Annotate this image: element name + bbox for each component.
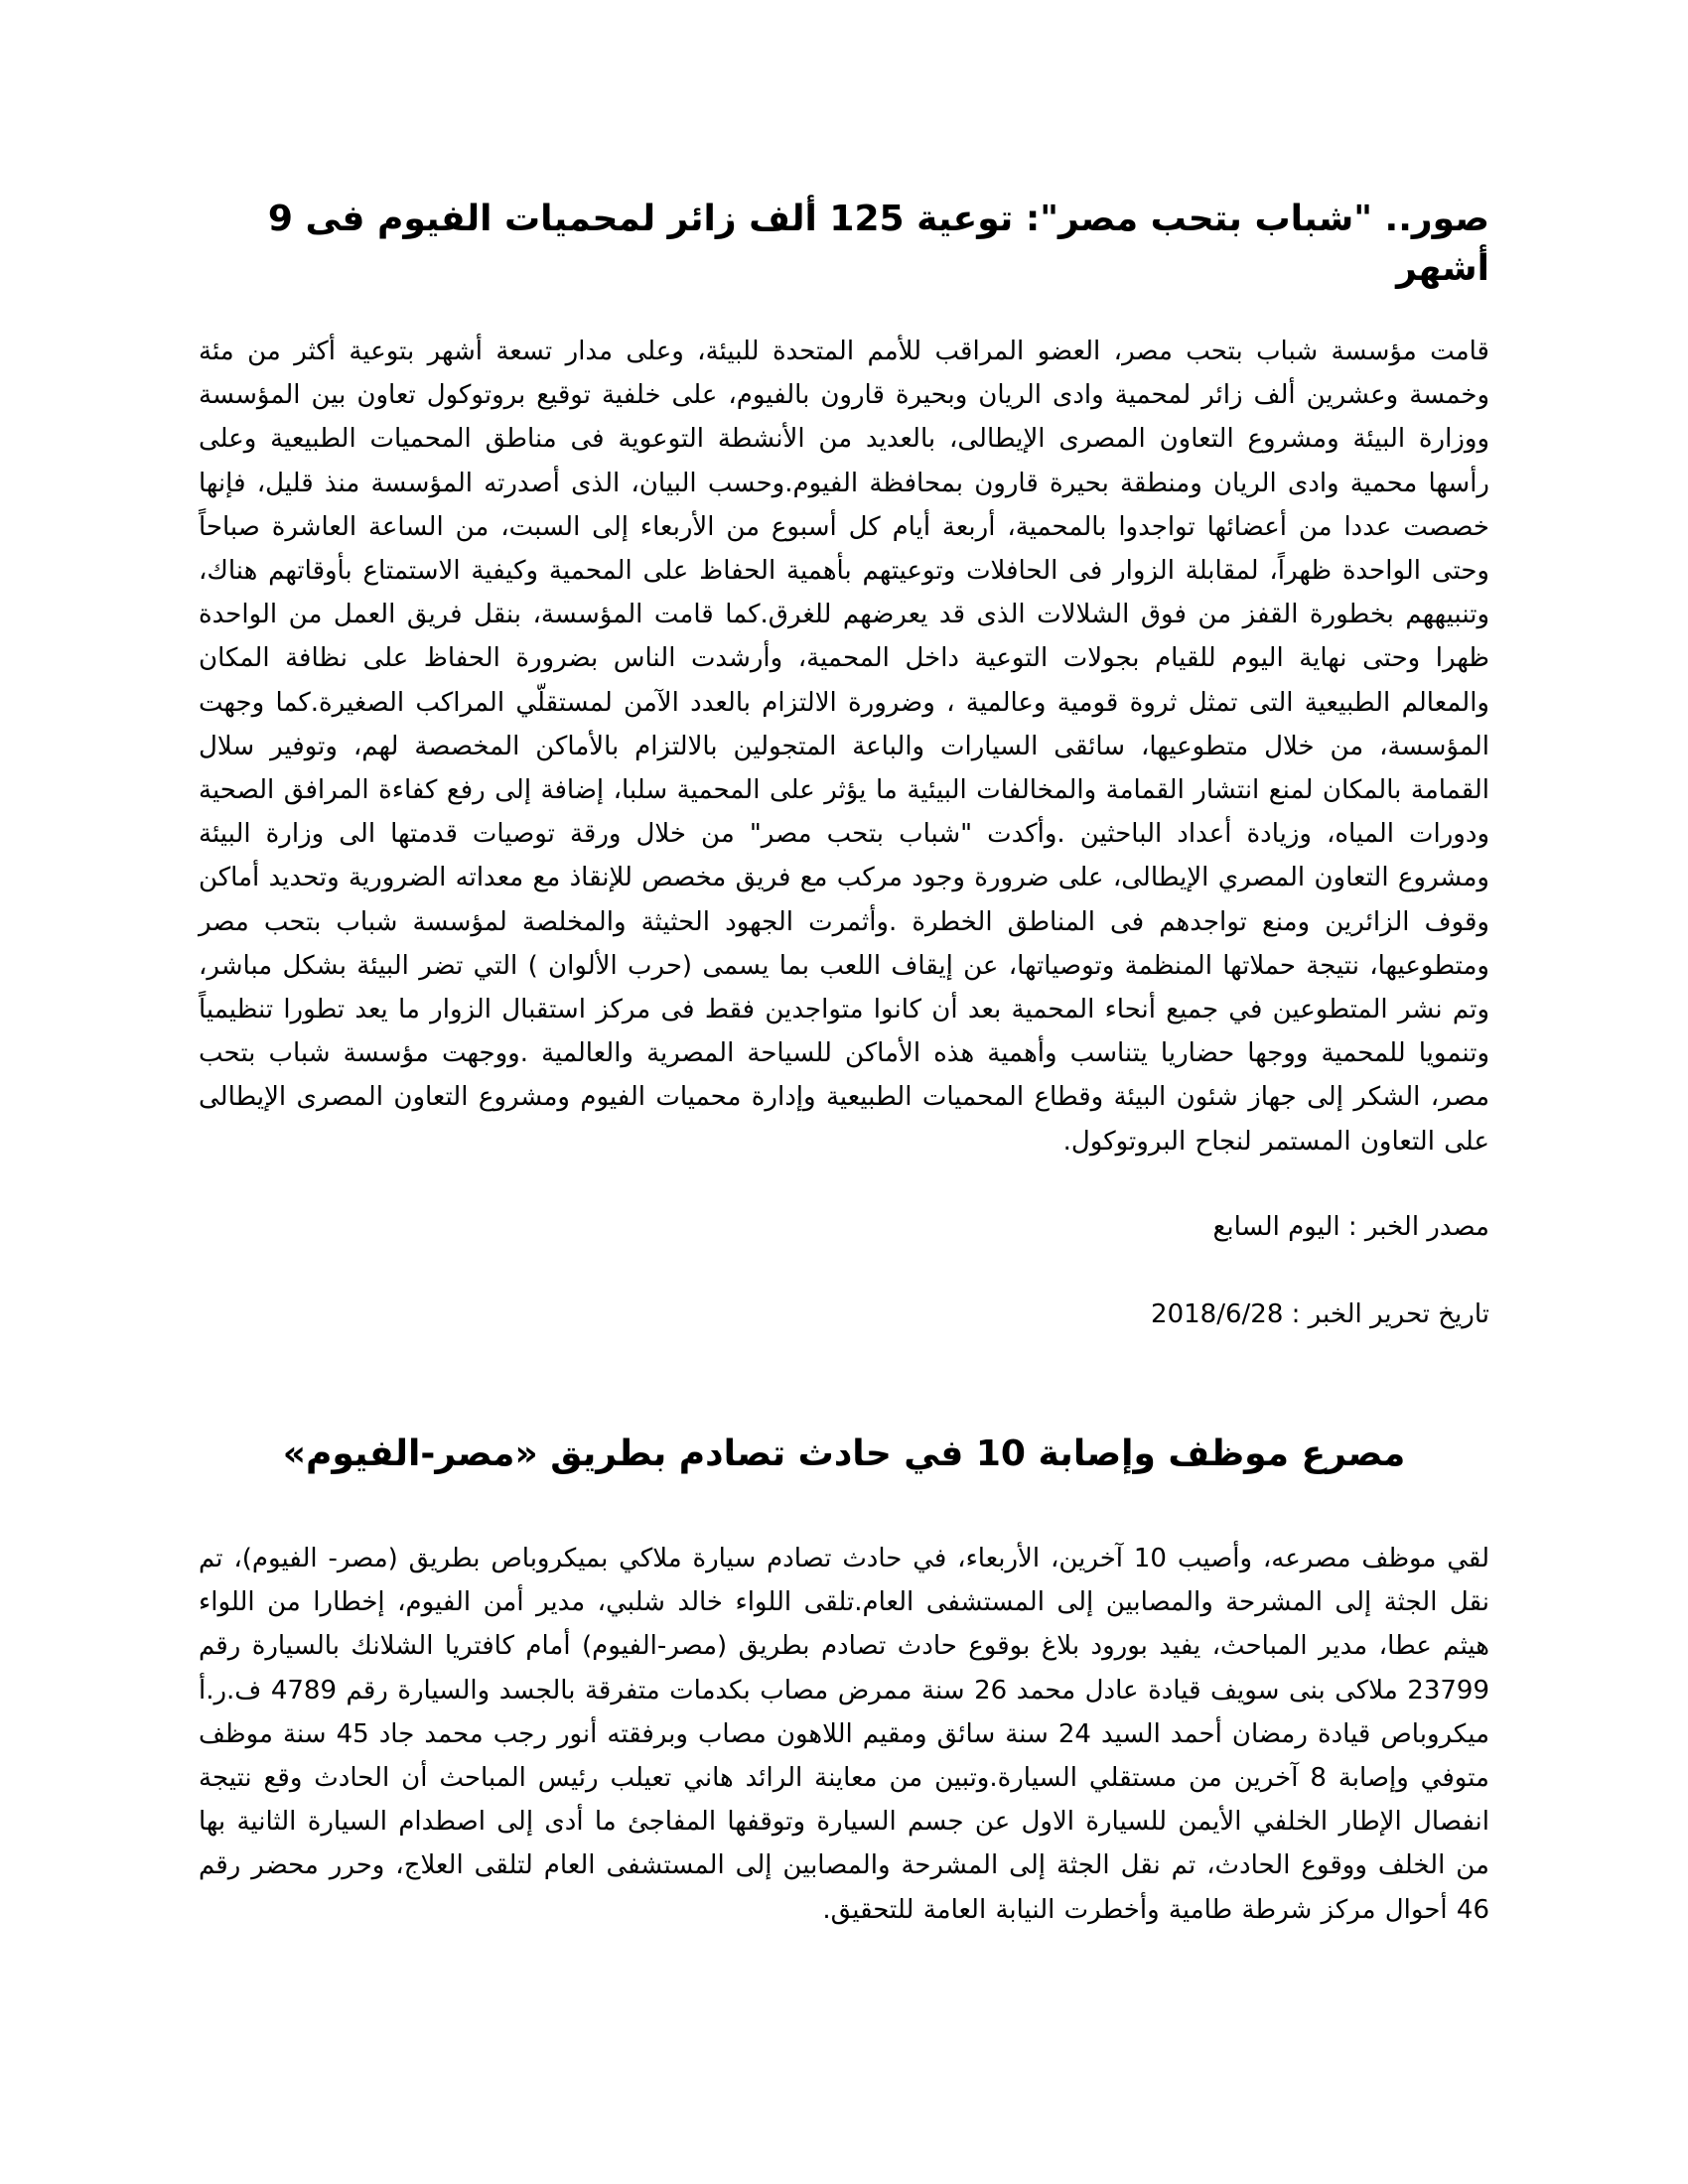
article-date: تاريخ تحرير الخبر : 2018/6/28 (1151, 1298, 1489, 1329)
article-source: مصدر الخبر : اليوم السابع (1212, 1211, 1489, 1242)
news-article-road-accident (199, 1430, 1489, 1932)
article-body: قامت مؤسسة شباب بتحب مصر، العضو المراقب للأمم المتحدة للبيئة، وعلى مدار تسعة أشهر بتوعية أكثر من مئة وخمسة وعشرين ألف زائر لمحمية وادى الريان وبحيرة قارون بالفيوم، على خلفية توقيع بروتوكول تعاون بين المؤسسة ووزارة البيئة ومشروع التعاون المصرى الإيطالى، بالعديد من الأنشطة التوعوية فى مناطق المحميات الطبيعية وعلى رأسها محمية وادى الريان ومنطقة بحيرة قارون بمحافظة الفيوم.وحسب البيان، الذى أصدرته المؤسسة منذ قليل، فإنها خصصت عددا من أعضائها تواجدوا بالمحمية، أربعة أيام كل أسبوع من الأربعاء إلى السبت، من الساعة العاشرة صباحاً وحتى الواحدة ظهراً، لمقابلة الزوار فى الحافلات وتوعيتهم بأهمية الحفاظ على المحمية وكيفية الاستمتاع بأوقاتهم هناك، وتنبيههم بخطورة القفز من فوق الشلالات الذى قد يعرضهم للغرق.كما قامت المؤسسة، بنقل فريق العمل من الواحدة ظهرا وحتى نهاية اليوم للقيام بجولات التوعية داخل المحمية، وأرشدت الناس بضرورة الحفاظ على نظافة المكان والمعالم الطبيعية التى تمثل ثروة قومية وعالمية ، وضرورة الالتزام بالعدد الآمن لمستقلّي المراكب الصغيرة.كما وجهت المؤسسة، من خلال متطوعيها، سائقى السيارات والباعة المتجولين بالالتزام بالأماكن المخصصة لهم، وتوفير سلال القمامة بالمكان لمنع انتشار القمامة والمخالفات البيئية ما يؤثر على المحمية سلبا، إضافة إلى رفع كفاءة المرافق الصحية ودورات المياه، وزيادة أعداد الباحثين .وأكدت "شباب بتحب مصر" من خلال ورقة توصيات قدمتها الى وزارة البيئة ومشروع التعاون المصري الإيطالى، على ضرورة وجود مركب مع فريق مخصص للإنقاذ مع معداته الضرورية وتحديد أماكن وقوف الزائرين ومنع تواجدهم فى المناطق الخطرة .وأثمرت الجهود الحثيثة والمخلصة لمؤسسة شباب بتحب مصر ومتطوعيها، نتيجة حملاتها المنظمة وتوصياتها، عن إيقاف اللعب بما يسمى (حرب الألوان ) التي تضر البيئة بشكل مباشر، وتم نشر المتطوعين في جميع أنحاء المحمية بعد أن كانوا متواجدين فقط فى مركز استقبال الزوار ما يعد تطورا تنظيمياً وتنمويا للمحمية ووجها حضاريا يتناسب وأهمية هذه الأماكن للسياحة المصرية والعالمية .ووجهت مؤسسة شباب بتحب مصر، الشكر إلى جهاز شئون البيئة وقطاع المحميات الطبيعية وإدارة محميات الفيوم ومشروع التعاون المصرى الإيطالى على التعاون المستمر لنجاح البروتوكول. (199, 337, 1489, 1157)
article-headline: مصرع موظف وإصابة 10 في حادث تصادم بطريق «مصر-الفيوم» (282, 1433, 1406, 1474)
news-article-fayoum-reserves (199, 195, 1489, 1334)
article-headline: صور.. "شباب بتحب مصر": توعية 125 ألف زائر لمحميات الفيوم فى 9 أشهر (267, 199, 1489, 289)
article-body: لقي موظف مصرعه، وأصيب 10 آخرين، الأربعاء، في حادث تصادم سيارة ملاكي بميكروباص بطريق (مصر- الفيوم)، تم نقل الجثة إلى المشرحة والمصابين إلى المستشفى العام.تلقى اللواء خالد شلبي، مدير أمن الفيوم، إخطارا من اللواء هيثم عطا، مدير المباحث، يفيد بورود بلاغ بوقوع حادث تصادم بطريق (مصر-الفيوم) أمام كافتريا الشلانك بالسيارة رقم 23799 ملاكى بنى سويف قيادة عادل محمد 26 سنة ممرض مصاب بكدمات متفرقة بالجسد والسيارة رقم 4789 ف.ر.أ ميكروباص قيادة رمضان أحمد السيد 24 سنة سائق ومقيم اللاهون مصاب وبرفقته أنور رجب محمد جاد 45 سنة موظف متوفي وإصابة 8 آخرين من مستقلي السيارة.وتبين من معاينة الرائد هاني تعيلب رئيس المباحث أن الحادث وقع نتيجة انفصال الإطار الخلفي الأيمن للسيارة الاول عن جسم السيارة وتوقفها المفاجئ ما أدى إلى اصطدام السيارة الثانية بها من الخلف ووقوع الحادث، تم نقل الجثة إلى المشرحة والمصابين إلى المستشفى العام لتلقى العلاج، وحرر محضر رقم 46 أحوال مركز شرطة طامية وأخطرت النيابة العامة للتحقيق. (199, 1544, 1490, 1925)
